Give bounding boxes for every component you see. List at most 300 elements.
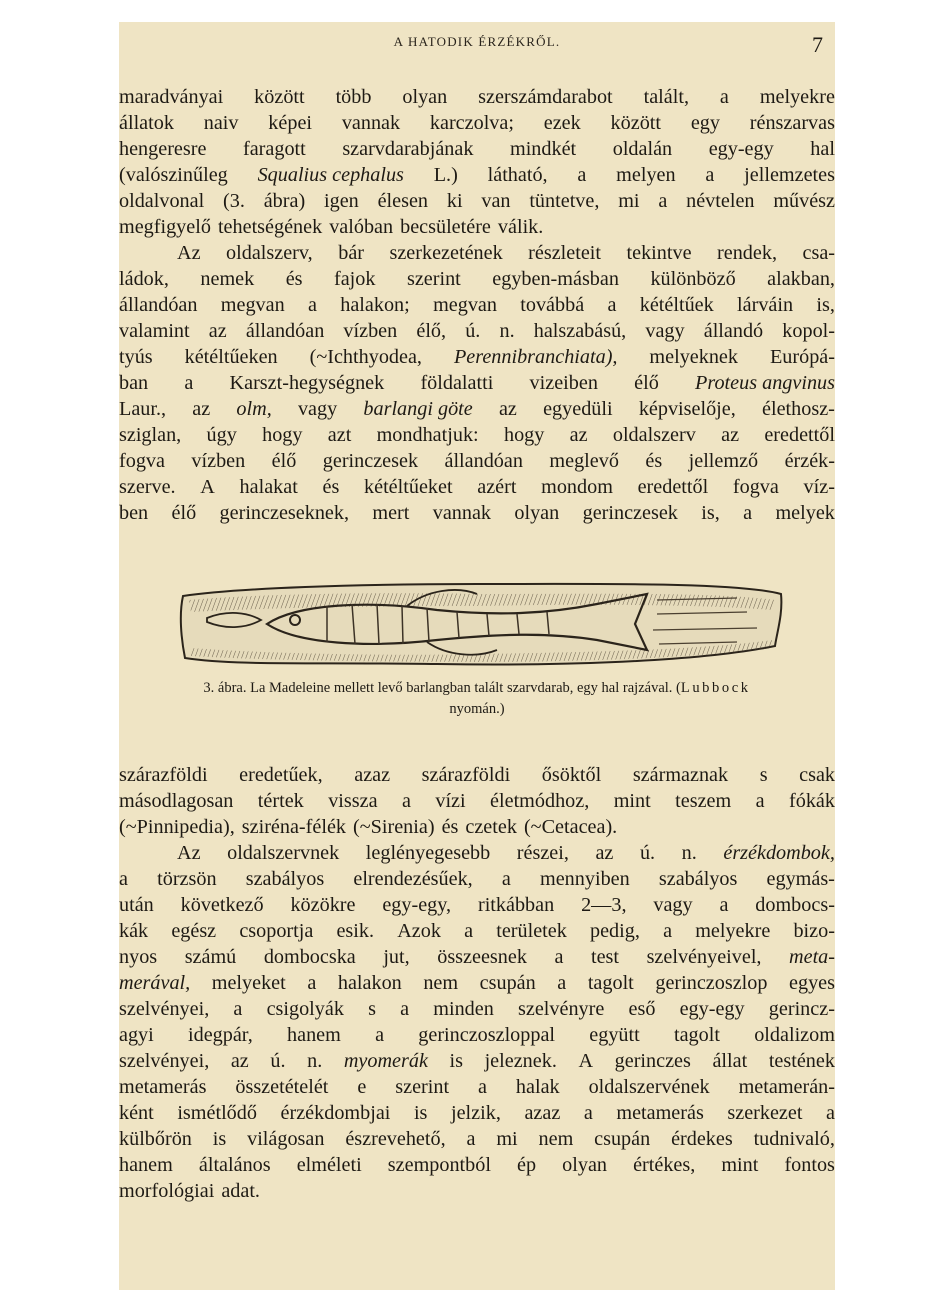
word: tehetségének [217, 216, 323, 238]
word: szerint [406, 268, 461, 290]
word: rénszarvas [749, 112, 835, 134]
word: tekintve [626, 242, 692, 264]
word: L.) [433, 164, 458, 186]
word: vízi [435, 790, 466, 812]
word: van [481, 190, 511, 212]
word: maradványai [119, 86, 224, 108]
word: vagy [297, 398, 338, 420]
word: kétéltűeket [364, 476, 453, 498]
word: gerinczoszlop [655, 972, 768, 994]
word: nemek [200, 268, 255, 290]
word: a [501, 868, 511, 890]
text-line [119, 788, 835, 814]
caption-line-2: nyomán.) [449, 701, 505, 717]
word: mint [613, 790, 651, 812]
word: halak [515, 1076, 560, 1098]
word: halakat [239, 476, 298, 498]
word: gerinczes [614, 1050, 691, 1072]
word: nem [423, 972, 459, 994]
word: összetételét [235, 1076, 329, 1098]
word: a [375, 1024, 385, 1046]
word: sziréna-félék [241, 816, 346, 838]
word: oldalszerv [612, 424, 696, 446]
word: érzékdombjai [280, 1102, 391, 1124]
word: Európá- [769, 346, 835, 368]
word: ú. [465, 320, 481, 342]
text-line [119, 370, 835, 396]
word: eredettől [637, 476, 709, 498]
word: alakban, [767, 268, 835, 290]
word: metamerán- [738, 1076, 835, 1098]
word: jeleznek. [484, 1050, 557, 1072]
text-line [119, 944, 835, 970]
word: képviselője, [638, 398, 736, 420]
word: becsületére [400, 216, 491, 238]
word: élő [171, 502, 197, 524]
text-line [119, 814, 835, 840]
word: élesen [377, 190, 429, 212]
word: A [578, 1050, 594, 1072]
word: a [607, 294, 617, 316]
word: több [335, 86, 372, 108]
text-line [119, 996, 835, 1022]
word: barlangi göte [363, 398, 473, 420]
word: az [569, 424, 588, 446]
text-line [119, 840, 835, 866]
word: meta- [789, 946, 835, 968]
word: állandóan [119, 294, 198, 316]
word: fajok [334, 268, 376, 290]
word: a [705, 164, 715, 186]
word: általános [198, 1154, 271, 1176]
word: jut, [383, 946, 410, 968]
word: is [413, 1102, 428, 1124]
word: kopol- [782, 320, 835, 342]
word: (~Sirenia) [353, 816, 435, 838]
word: myomerák [343, 1050, 428, 1072]
word: mint [721, 1154, 759, 1176]
text-line [119, 866, 835, 892]
word: mennyiben [540, 868, 630, 890]
word: Az [177, 242, 201, 264]
word: valamint [119, 320, 190, 342]
word: a [719, 894, 729, 916]
word: ládok, [119, 268, 169, 290]
word: is, [816, 294, 835, 316]
word: érzékdombok, [723, 842, 835, 864]
word: (~Cetacea). [523, 816, 618, 838]
word: olyan [514, 502, 560, 524]
text-line [119, 136, 835, 162]
word: állatok [119, 112, 174, 134]
word: egyben-másban [492, 268, 619, 290]
word: szerint [395, 1076, 450, 1098]
word: melyen [616, 164, 676, 186]
word: törzsön [157, 868, 217, 890]
word: tudnivaló, [753, 1128, 835, 1150]
word: nem [538, 1128, 574, 1150]
text-line [119, 1178, 835, 1204]
word: minden [433, 998, 494, 1020]
text-line [119, 240, 835, 266]
word: esik. [336, 920, 375, 942]
word: hanem [287, 1024, 341, 1046]
word: élő [271, 450, 297, 472]
word: a [826, 1102, 835, 1124]
word: test [590, 946, 620, 968]
word: a [755, 790, 765, 812]
text-line [119, 1022, 835, 1048]
word: bizo- [793, 920, 835, 942]
word: szempontból [387, 1154, 491, 1176]
text-line [119, 762, 835, 788]
word: állat [712, 1050, 748, 1072]
word: azért [477, 476, 517, 498]
word: kétéltűek [639, 294, 714, 316]
word: n. [681, 842, 697, 864]
word: ábra) [263, 190, 306, 212]
word: szelvényei, [119, 998, 210, 1020]
word: pedig, [590, 920, 640, 942]
word: ősöktől [541, 764, 602, 786]
caption-line-1: 3. ábra. La Madeleine mellett levő barlangban talált szarvdarab, egy hal rajzával. (Lubbock [203, 680, 751, 696]
word: faragott [242, 138, 306, 160]
word: hanem [119, 1154, 173, 1176]
word: csupán [594, 1128, 651, 1150]
word: idegpár, [188, 1024, 253, 1046]
word: az [192, 398, 211, 420]
word: az [230, 1050, 249, 1072]
text-line [119, 266, 835, 292]
text-line [119, 84, 835, 110]
word: szárazföldi [119, 764, 208, 786]
word: karczolva; [429, 112, 514, 134]
word: oldalszervnek [227, 842, 340, 864]
word: hogy [503, 424, 545, 446]
word: n. [307, 1050, 323, 1072]
word: egy-egy, [382, 894, 452, 916]
word: a [743, 502, 753, 524]
word: szarvdarabjának [342, 138, 474, 160]
word: szabályos [658, 868, 738, 890]
word: nyos [119, 946, 158, 968]
figure-caption [119, 678, 835, 720]
word: olyan [562, 1154, 608, 1176]
word: ként [119, 1102, 154, 1124]
word: melyekre [759, 86, 835, 108]
word: ban [119, 372, 149, 394]
word: is, [701, 502, 720, 524]
text-line [119, 422, 835, 448]
word: dombocska [263, 946, 356, 968]
word: élő [634, 372, 659, 394]
word: a [401, 790, 411, 812]
text-line [119, 1074, 835, 1100]
word: kétéltűeken [184, 346, 278, 368]
word: részleteit [528, 242, 602, 264]
word: élő, [416, 320, 447, 342]
word: Squalius cephalus [257, 164, 404, 186]
word: vagy [645, 320, 685, 342]
word: mondom [541, 476, 613, 498]
text-line [119, 970, 835, 996]
word: (~Ichthyodea, [309, 346, 422, 368]
word: elrendezésűek, [353, 868, 473, 890]
word: gerinczeseknek, [219, 502, 350, 524]
text-line [119, 892, 835, 918]
word: a [658, 190, 668, 212]
word: igen [324, 190, 359, 212]
word: eső [628, 998, 656, 1020]
figure-antler-fish-engraving [177, 554, 787, 680]
word: úgy [206, 424, 237, 446]
word: külbőrön [119, 1128, 192, 1150]
word: csa- [802, 242, 835, 264]
word: egész [171, 920, 217, 942]
word: melyeket [211, 972, 286, 994]
word: vannak [341, 112, 401, 134]
word: szabályos [245, 868, 325, 890]
word: észrevehető, [345, 1128, 446, 1150]
word: vissza [328, 790, 378, 812]
word: melyeknek [649, 346, 738, 368]
word: melyek [775, 502, 835, 524]
word: földalatti [420, 372, 494, 394]
word: szerkezetének [389, 242, 503, 264]
word: mert [372, 502, 410, 524]
word: agyi [119, 1024, 154, 1046]
word: naiv [203, 112, 239, 134]
word: tagolt [673, 1024, 720, 1046]
word: s [368, 998, 376, 1020]
word: Azok [397, 920, 441, 942]
word: a [554, 946, 564, 968]
word: (valószinűleg [119, 164, 228, 186]
word: másodlagosan [119, 790, 234, 812]
word: testének [768, 1050, 835, 1072]
text-line [119, 162, 835, 188]
book-page [119, 22, 835, 1290]
text-line [119, 1100, 835, 1126]
word: megfigyelő [119, 216, 211, 238]
word: a [583, 1102, 593, 1124]
word: vagy [653, 894, 693, 916]
word: ép [517, 1154, 537, 1176]
word: élethosz- [762, 398, 835, 420]
word: és [322, 476, 340, 498]
word: megvan [220, 294, 285, 316]
word: jellemzetes [744, 164, 835, 186]
word: leglényegesebb [365, 842, 491, 864]
word: ú. [639, 842, 656, 864]
text-line [119, 1126, 835, 1152]
word: között [610, 112, 662, 134]
word: 2—3, [581, 894, 627, 916]
word: állandóan [444, 450, 523, 472]
word: csupán [479, 972, 536, 994]
word: mindkét [510, 138, 577, 160]
text-line [119, 292, 835, 318]
word: azt [327, 424, 352, 446]
word: talált, [643, 86, 689, 108]
word: a [400, 998, 410, 1020]
word: érzék- [784, 450, 835, 472]
word: ritkábban [477, 894, 555, 916]
word: teszem [675, 790, 732, 812]
word: után [119, 894, 154, 916]
word: szelvényei, [119, 1050, 210, 1072]
word: is [212, 1128, 227, 1150]
word: világosan [247, 1128, 325, 1150]
word: merával, [119, 972, 191, 994]
word: állandó [703, 320, 764, 342]
word: egy-egy [679, 998, 745, 1020]
word: és [285, 268, 303, 290]
text-line [119, 318, 835, 344]
word: egy-egy [708, 138, 774, 160]
word: kák [119, 920, 149, 942]
word: gerinczesek [322, 450, 419, 472]
word: következő [180, 894, 264, 916]
word: látható, [487, 164, 548, 186]
word: megvan [433, 294, 497, 316]
word: gerincz- [768, 998, 835, 1020]
word: ezek [543, 112, 581, 134]
word: életmódhoz, [490, 790, 590, 812]
word: olyan [402, 86, 448, 108]
word: különböző [650, 268, 736, 290]
word: a [466, 1128, 476, 1150]
word: víz- [803, 476, 835, 498]
word: Az [177, 842, 201, 864]
word: n. [499, 320, 515, 342]
word: Laur., [119, 398, 167, 420]
word: fogva [119, 450, 165, 472]
word: egy [690, 112, 720, 134]
word: ki [446, 190, 463, 212]
word: adat. [221, 1180, 260, 1202]
word: számú [184, 946, 237, 968]
word: válik. [497, 216, 544, 238]
word: a [577, 164, 587, 186]
word: lárváin [737, 294, 794, 316]
word: csoportja [239, 920, 314, 942]
word: oldalszerv, [226, 242, 313, 264]
word: egymás- [766, 868, 835, 890]
word: oldalszervének [588, 1076, 710, 1098]
word: a [719, 86, 729, 108]
word: érdekes [671, 1128, 733, 1150]
word: képei [268, 112, 313, 134]
word: fontos [784, 1154, 835, 1176]
word: tyús [119, 346, 153, 368]
word: azaz [354, 764, 391, 786]
word: szerszámdarabot [478, 86, 613, 108]
body-text-top [119, 84, 835, 526]
word: s [759, 764, 768, 786]
word: és [645, 450, 663, 472]
word: czetek [465, 816, 517, 838]
text-line [119, 188, 835, 214]
word: vízben [191, 450, 246, 472]
text-line [119, 214, 835, 240]
word: az [208, 320, 227, 342]
word: elméleti [296, 1154, 362, 1176]
word: bár [338, 242, 364, 264]
word: fókák [789, 790, 835, 812]
word: részei, [516, 842, 569, 864]
text-line [119, 474, 835, 500]
word: halszabású, [533, 320, 627, 342]
word: csigolyák [266, 998, 344, 1020]
word: az [498, 398, 517, 420]
text-line [119, 1152, 835, 1178]
word: az [595, 842, 614, 864]
word: sziglan, [119, 424, 182, 446]
word: szerkezet [727, 1102, 803, 1124]
word: melyekre [695, 920, 771, 942]
text-line [119, 110, 835, 136]
word: a [557, 972, 567, 994]
word: között [254, 86, 305, 108]
word: szerve. [119, 476, 176, 498]
text-line [119, 500, 835, 526]
word: a [184, 372, 194, 394]
word: Karszt-hegységnek [229, 372, 385, 394]
word: vizeiben [529, 372, 598, 394]
word: hogy [262, 424, 303, 446]
word: (~Pinnipedia), [119, 816, 235, 838]
word: a [233, 998, 243, 1020]
word: ismétlődő [177, 1102, 257, 1124]
word: dombocs- [755, 894, 835, 916]
text-line [119, 1048, 835, 1074]
word: gerinczesek [582, 502, 678, 524]
body-text-bottom [119, 762, 835, 1204]
word: halakon [337, 972, 402, 994]
word: Proteus angvinus [695, 372, 835, 394]
word: vannak [432, 502, 492, 524]
word: mondhatjuk: [376, 424, 479, 446]
word: állandóan [245, 320, 325, 342]
word: továbbá [520, 294, 585, 316]
word: tüntetve, [529, 190, 600, 212]
word: szelvényeivel, [646, 946, 762, 968]
word: A [200, 476, 215, 498]
word: névtelen [686, 190, 755, 212]
word: (3. [223, 190, 245, 212]
word: olm, [236, 398, 272, 420]
word: és [441, 816, 459, 838]
word: mi [496, 1128, 518, 1150]
word: morfológiai [119, 1180, 215, 1202]
word: tagolt [587, 972, 634, 994]
word: ú. [270, 1050, 286, 1072]
text-line [119, 344, 835, 370]
running-title: A HATODIK ÉRZÉKRŐL. [393, 34, 561, 49]
word: területek [496, 920, 567, 942]
word: tértek [257, 790, 304, 812]
word: a [307, 972, 317, 994]
antler-engraving-drawing [177, 554, 787, 680]
word: halakon; [340, 294, 410, 316]
word: a [307, 294, 317, 316]
word: az [721, 424, 740, 446]
text-line [119, 448, 835, 474]
word: a [663, 920, 673, 942]
text-line [119, 918, 835, 944]
word: összeesnek [437, 946, 527, 968]
